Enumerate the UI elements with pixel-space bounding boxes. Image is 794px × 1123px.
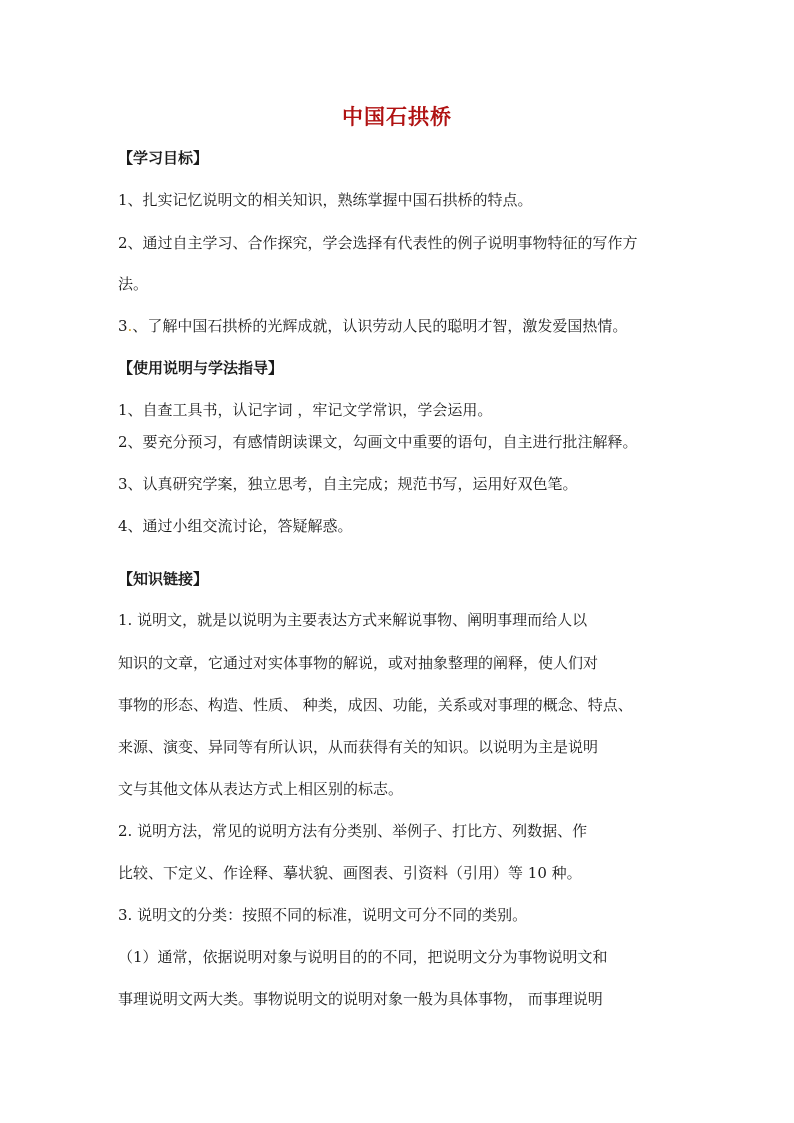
objective-item-3-text: 、了解中国石拱桥的光辉成就，认识劳动人民的聪明才智，激发爱国热情。 (132, 317, 628, 335)
knowledge-p4-line-2: 事理说明文两大类。事物说明文的说明对象一般为具体事物， 而事理说明 (118, 990, 603, 1008)
objective-item-2-line-1: 2、通过自主学习、合作探究，学会选择有代表性的例子说明事物特征的写作方 (118, 234, 638, 252)
objective-item-3-number: 3 (118, 317, 128, 335)
section-heading-objectives: 【学习目标】 (118, 149, 209, 167)
guide-item-1: 1、自查工具书，认记字词 ，牢记文学常识，学会运用。 (118, 401, 493, 419)
document-title: 中国石拱桥 (342, 104, 452, 129)
section-heading-knowledge: 【知识链接】 (118, 570, 209, 588)
objective-item-1: 1、扎实记忆说明文的相关知识，熟练掌握中国石拱桥的特点。 (118, 191, 533, 209)
objective-item-2-line-2: 法。 (118, 275, 149, 293)
objective-item-3 (118, 316, 627, 336)
knowledge-p2-line-2: 比较、下定义、作诠释、摹状貌、画图表、引资料（引用）等 10 种。 (118, 864, 582, 882)
knowledge-p2-line-1: 2. 说明方法，常见的说明方法有分类别、举例子、打比方、列数据、作 (118, 822, 588, 840)
objective-item-3-dot: . (127, 317, 133, 335)
guide-item-3: 3、认真研究学案，独立思考，自主完成；规范书写，运用好双色笔。 (118, 475, 578, 493)
knowledge-p1-line-5: 文与其他文体从表达方式上相区别的标志。 (118, 780, 404, 798)
knowledge-p1-line-1: 1. 说明文，就是以说明为主要表达方式来解说事物、阐明事理而给人以 (118, 611, 588, 629)
section-heading-guide: 【使用说明与学法指导】 (118, 359, 284, 377)
guide-item-4: 4、通过小组交流讨论，答疑解惑。 (118, 517, 353, 535)
knowledge-p3-line-1: 3. 说明文的分类：按照不同的标准，说明文可分不同的类别。 (118, 906, 528, 924)
knowledge-p1-line-4: 来源、演变、异同等有所认识，从而获得有关的知识。以说明为主是说明 (118, 738, 599, 756)
guide-item-2: 2、要充分预习，有感情朗读课文，勾画文中重要的语句，自主进行批注解释。 (118, 433, 638, 451)
knowledge-p4-line-1: （1）通常，依据说明对象与说明目的的不同，把说明文分为事物说明文和 (118, 948, 608, 966)
knowledge-p1-line-3: 事物的形态、构造、性质、 种类，成因、功能，关系或对事理的概念、特点、 (118, 696, 633, 714)
knowledge-p1-line-2: 知识的文章，它通过对实体事物的解说，或对抽象整理的阐释，使人们对 (118, 654, 599, 672)
